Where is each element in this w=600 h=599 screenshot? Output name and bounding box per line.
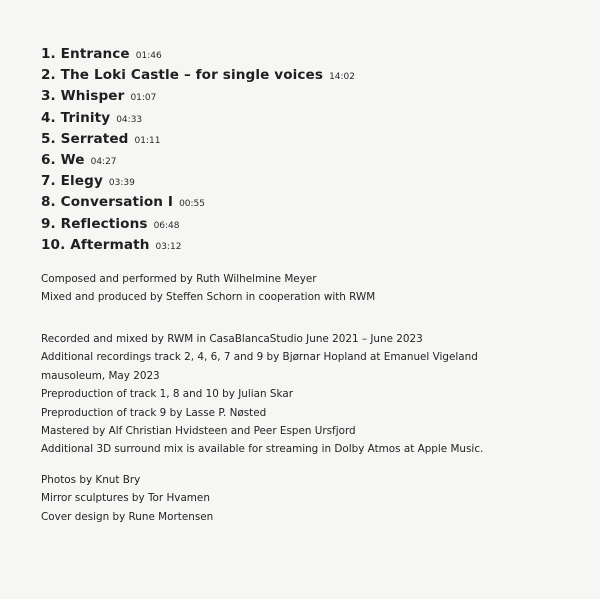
track-duration: 01:11 <box>134 135 161 146</box>
track-item <box>41 63 355 84</box>
credit-line: Preproduction of track 1, 8 and 10 by Julian Skar <box>41 388 293 401</box>
track-title: 6. We <box>41 151 85 168</box>
track-item <box>41 212 355 233</box>
track-duration: 03:39 <box>108 178 135 189</box>
track-duration: 06:48 <box>153 220 180 231</box>
track-duration: 01:46 <box>135 51 162 61</box>
track-item <box>41 169 355 190</box>
track-title: 7. Elegy <box>41 173 103 190</box>
track-title: 8. Conversation I <box>41 194 174 211</box>
track-title: 2. The Loki Castle – for single voices <box>41 67 324 84</box>
track-item <box>41 106 355 127</box>
track-item <box>41 190 355 211</box>
credit-line: mausoleum, May 2023 <box>41 369 160 382</box>
track-title: 4. Trinity <box>41 109 111 126</box>
track-item <box>41 148 355 169</box>
track-duration: 04:27 <box>90 156 117 167</box>
track-item <box>41 42 355 63</box>
credit-line: Mirror sculptures by Tor Hvamen <box>41 492 210 505</box>
credit-line: Preproduction of track 9 by Lasse P. Nøsted <box>41 406 267 419</box>
track-duration: 01:07 <box>130 93 157 104</box>
track-list <box>41 42 355 254</box>
track-duration: 00:55 <box>179 199 205 210</box>
credit-line: Additional 3D surround mix is available for streaming in Dolby Atmos at Apple Music. <box>41 443 484 456</box>
track-duration: 03:12 <box>155 241 182 252</box>
track-title: 5. Serrated <box>41 130 129 147</box>
credit-line: Recorded and mixed by RWM in CasaBlancaStudio June 2021 – June 2023 <box>41 333 423 345</box>
track-title: 1. Entrance <box>41 46 130 62</box>
credit-line: Cover design by Rune Mortensen <box>41 510 214 523</box>
recording-credits <box>41 330 483 459</box>
track-item <box>41 84 355 105</box>
credit-line: Mastered by Alf Christian Hvidsteen and Peer Espen Ursfjord <box>41 424 356 437</box>
credit-line: Additional recordings track 2, 4, 6, 7 and 9 by Bjørnar Hopland at Emanuel Vigeland <box>41 351 478 364</box>
composition-credits <box>41 270 375 307</box>
track-duration: 14:02 <box>329 72 355 83</box>
track-title: 10. Aftermath <box>41 236 150 253</box>
track-duration: 04:33 <box>116 114 143 125</box>
track-title: 9. Reflections <box>41 215 148 232</box>
track-item <box>41 233 355 254</box>
credit-line: Composed and performed by Ruth Wilhelmine Meyer <box>41 273 317 285</box>
credit-line: Mixed and produced by Steffen Schorn in cooperation with RWM <box>41 291 376 304</box>
visual-credits <box>41 471 213 526</box>
credit-line: Photos by Knut Bry <box>41 474 141 486</box>
track-title: 3. Whisper <box>41 88 125 105</box>
track-item <box>41 127 355 148</box>
